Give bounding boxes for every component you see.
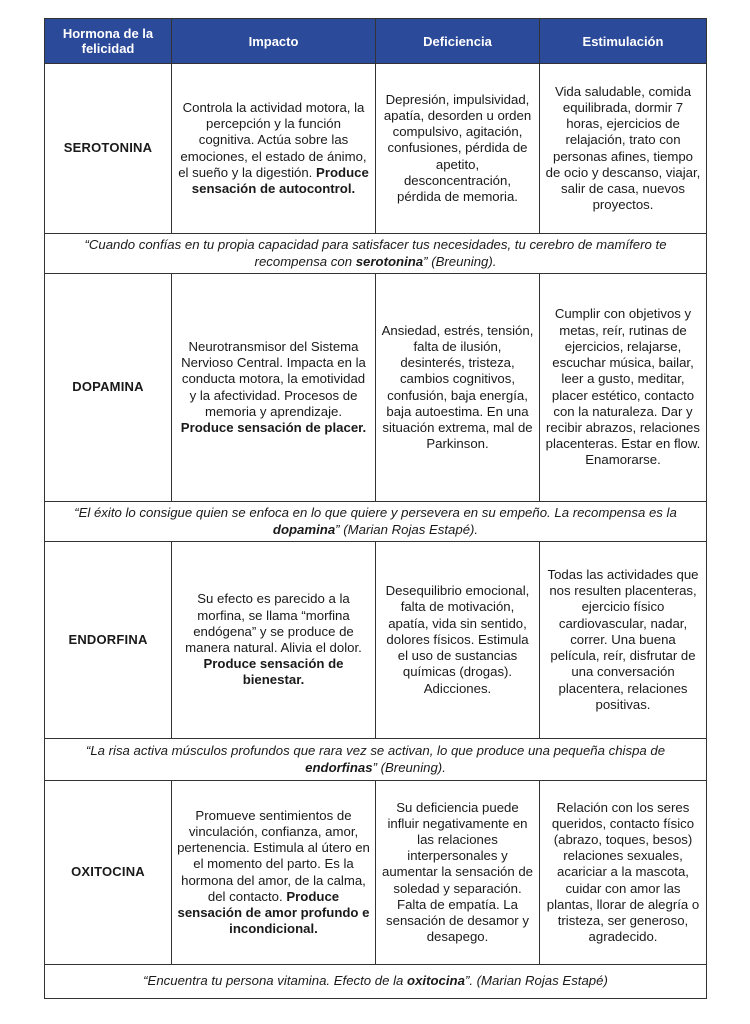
impact-cell — [172, 542, 376, 739]
hormone-name: ENDORFINA — [45, 542, 172, 739]
deficiency-cell: Desequilibrio emocional, falta de motivación, apatía, vida sin sentido, dolores físicos. Estimula el uso de sustancias químicas (drogas). Adicciones. — [376, 542, 540, 739]
header-deficiency: Deficiencia — [376, 19, 540, 64]
table-row-dopamina — [45, 274, 707, 502]
deficiency-cell: Ansiedad, estrés, tensión, falta de ilusión, desinterés, tristeza, cambios cognitivos, confusión, baja energía, baja autoestima. En una situación extrema, mal de Parkinson. — [376, 274, 540, 502]
table-row-endorfina — [45, 542, 707, 739]
quote-source: ” (Marian Rojas Estapé). — [335, 521, 479, 537]
quote-hormone: dopamina — [272, 521, 336, 537]
quote-text: “La risa activa músculos profundos que rara vez se activan, lo que produce una pequeña chispa de — [85, 743, 666, 758]
quote-row-oxitocina — [45, 965, 707, 999]
hormone-name: OXITOCINA — [45, 781, 172, 965]
stimulation-cell: Cumplir con objetivos y metas, reír, rutinas de ejercicios, relajarse, escuchar música, bailar, leer a gusto, meditar, placer estético, contacto con la naturaleza. Dar y recibir abrazos, relaciones placenteras. Estar en flow. Enamorarse. — [540, 274, 707, 502]
impact-cell — [172, 64, 376, 234]
quote-cell — [45, 739, 707, 781]
impact-effect: Produce sensación de placer. — [180, 419, 367, 435]
quote-cell — [45, 965, 707, 999]
stimulation-cell: Relación con los seres queridos, contacto físico (abrazo, toques, besos) relaciones sexuales, acariciar a la mascota, cuidar con amor las plantas, llorar de alegría o tristeza, ser generoso, agradecido. — [540, 781, 707, 965]
quote-source: ” (Breuning). — [423, 253, 497, 269]
impact-effect: Produce sensación de amor profundo e incondicional. — [177, 888, 370, 937]
header-impact: Impacto — [172, 19, 376, 64]
quote-hormone: endorfinas — [305, 759, 373, 775]
hormone-name: DOPAMINA — [45, 274, 172, 502]
quote-source: ” (Breuning). — [372, 759, 446, 775]
impact-cell — [172, 781, 376, 965]
hormone-name: SEROTONINA — [45, 64, 172, 234]
deficiency-cell: Su deficiencia puede influir negativamente en las relaciones interpersonales y aumentar la sensación de soledad y separación. Falta de empatía. La sensación de desamor y desapego. — [376, 781, 540, 965]
impact-effect: Produce sensación de autocontrol. — [191, 164, 369, 196]
impact-text: Controla la actividad motora, la percepción y la función cognitiva. Actúa sobre las emociones, el estado de ánimo, el sueño y la digestión. — [178, 99, 367, 180]
deficiency-cell: Depresión, impulsividad, apatía, desorden u orden compulsivo, agitación, confusiones, pérdida de apetito, desconcentración, pérdida de memoria. — [376, 64, 540, 234]
stimulation-cell: Todas las actividades que nos resulten placenteras, ejercicio físico cardiovascular, nadar, correr. Una buena película, reír, disfrutar de una conversación placentera, relaciones positivas. — [540, 542, 707, 739]
quote-text: “Cuando confías en tu propia capacidad para satisfacer tus necesidades, tu cerebro de mamífero te recompensa con — [84, 237, 667, 269]
stimulation-cell: Vida saludable, comida equilibrada, dormir 7 horas, ejercicios de relajación, trato con personas afines, tiempo de ocio y descanso, viajar, salir de casa, nuevos proyectos. — [540, 64, 707, 234]
impact-effect: Produce sensación de bienestar. — [203, 656, 344, 688]
quote-cell — [45, 502, 707, 542]
impact-text: Su efecto es parecido a la morfina, se llama “morfina endógena” y se produce de manera natural. Alivia el dolor. — [185, 591, 362, 655]
quote-hormone: oxitocina — [407, 973, 465, 989]
header-stimulation: Estimulación — [540, 19, 707, 64]
hormones-document — [44, 18, 706, 999]
impact-cell — [172, 274, 376, 502]
impact-text: Promueve sentimientos de vinculación, confianza, amor, pertenencia. Estimula al útero en el momento del parto. Es la hormona del amor, de la calma, del contacto. — [177, 807, 370, 904]
quote-text: “Encuentra tu persona vitamina. Efecto de la — [143, 973, 408, 989]
quote-source: ”. (Marian Rojas Estapé) — [464, 973, 608, 989]
quote-row-dopamina — [45, 502, 707, 542]
quote-row-endorfina — [45, 739, 707, 781]
quote-hormone: serotonina — [355, 253, 424, 269]
impact-text: Neurotransmisor del Sistema Nervioso Central. Impacta en la conducta motora, la emotividad y la afectividad. Procesos de memoria y aprendizaje. — [181, 338, 366, 419]
hormones-table — [44, 18, 707, 999]
table-row-oxitocina — [45, 781, 707, 965]
header-row — [45, 19, 707, 64]
quote-text: “El éxito lo consigue quien se enfoca en lo que quiere y persevera en su empeño. La recompensa es la — [74, 505, 677, 520]
table-row-serotonina — [45, 64, 707, 234]
quote-cell — [45, 234, 707, 274]
header-hormone: Hormona de la felicidad — [45, 19, 172, 64]
quote-row-serotonina — [45, 234, 707, 274]
